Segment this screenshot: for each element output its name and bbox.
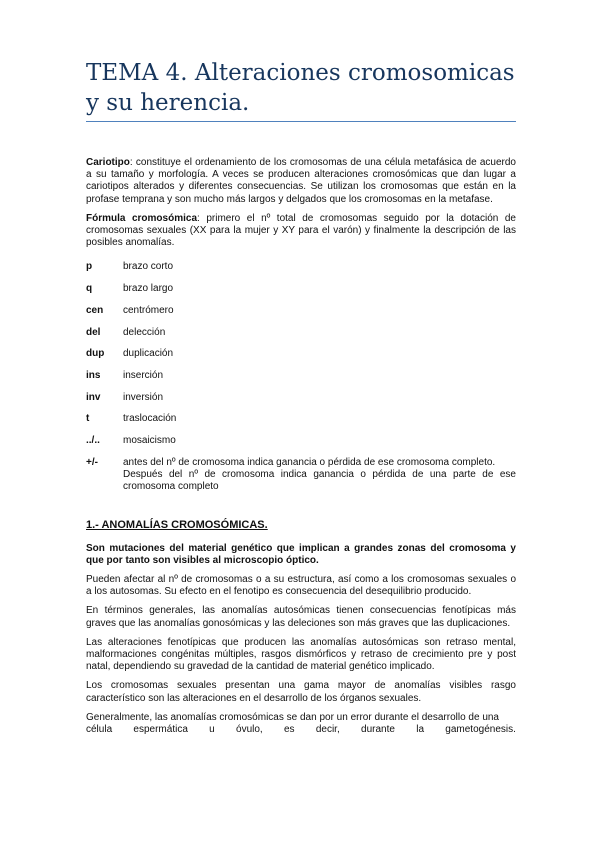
last-paragraph <box>86 712 516 736</box>
definition-key: p <box>86 261 93 273</box>
word: es <box>283 724 295 735</box>
plusminus-line-2: Después del nº de cromosoma indica ganancia o pérdida de una parte de ese cromosoma completo <box>123 468 516 493</box>
definition-value: traslocación <box>123 413 177 425</box>
definition-key: dup <box>86 348 105 360</box>
formula-paragraph <box>86 213 516 250</box>
definition-item <box>86 283 516 295</box>
definition-value: mosaicismo <box>123 435 176 447</box>
last-paragraph-line-1: Generalmente, las anomalías cromosómicas se dan por un error durante el desarrollo de una <box>86 711 499 723</box>
definition-item <box>86 413 516 425</box>
abbreviation-list <box>86 261 516 493</box>
definition-value: delección <box>123 326 166 338</box>
word: la <box>416 724 425 735</box>
definition-key: ins <box>86 369 101 381</box>
word: espermática <box>133 724 188 735</box>
definition-item <box>86 305 516 317</box>
last-paragraph-line-2 <box>86 724 516 736</box>
definition-item <box>86 392 516 404</box>
body-paragraph: Pueden afectar al nº de cromosomas o a su estructura, así como a los cromosomas sexuales o a los autosomas. Su efecto en el fenotipo es consecuencia del desequilibrio producido. <box>86 573 516 598</box>
definition-item <box>86 261 516 273</box>
cariotipo-text: : constituye el ordenamiento de los cromosomas de una célula metafásica de acuerdo a su tamaño y morfología. A veces se producen alteraciones cromosómicas que dan lugar a cariotipos alterados y diferentes consecuencias. Se utilizan los cromosomas que están en la profase temprana y son mucho más largos y delgados que los cromosomas en la metafase. <box>86 157 516 205</box>
definition-value: inserción <box>123 369 164 381</box>
cariotipo-paragraph <box>86 157 516 206</box>
document-body <box>86 157 516 736</box>
word: óvulo, <box>236 724 263 735</box>
title-underline-rule <box>86 121 516 122</box>
definition-item-plusminus <box>86 457 516 494</box>
definition-key: inv <box>86 391 101 403</box>
definition-value: centrómero <box>123 304 174 316</box>
definition-value: brazo largo <box>123 283 174 295</box>
body-paragraph: En términos generales, las anomalías autosómicas tienen consecuencias fenotípicas más graves que las anomalías gonosómicas y las deleciones son más graves que las duplicaciones. <box>86 605 516 629</box>
page-title: TEMA 4. Alteraciones cromosomicas y su herencia. <box>86 60 515 116</box>
body-paragraph: Los cromosomas sexuales presentan una gama mayor de anomalías visibles rasgo característico son las alteraciones en el desarrollo de los órganos sexuales. <box>86 680 516 704</box>
definition-item <box>86 327 516 339</box>
word: célula <box>86 724 113 735</box>
section-lead-paragraph: Son mutaciones del material genético que implican a grandes zonas del cromosoma y que por tanto son visibles al microscopio óptico. <box>86 542 516 566</box>
word: gametogénesis. <box>445 724 516 735</box>
definition-value: duplicación <box>123 348 174 360</box>
plusminus-line-1: antes del nº de cromosoma indica ganancia o pérdida de ese cromosoma completo. <box>123 456 496 468</box>
word: u <box>209 724 215 735</box>
formula-term: Fórmula cromosómica <box>86 212 198 224</box>
word: decir, <box>315 724 340 735</box>
cariotipo-term: Cariotipo <box>86 157 130 168</box>
definition-value <box>123 457 516 494</box>
definition-item <box>86 435 516 447</box>
definition-key: cen <box>86 304 104 316</box>
definition-key: del <box>86 326 101 338</box>
body-paragraph: Las alteraciones fenotípicas que producen las anomalías autosómicas son retraso mental, malformaciones congénitas múltiples, rasgos dismórficos y retraso de crecimiento pre y post natal, dependiendo su gravedad de la cantidad de material genético implicado. <box>86 636 516 673</box>
definition-key: ../.. <box>86 435 100 447</box>
definition-value: brazo corto <box>123 261 174 273</box>
section-heading: 1.- ANOMALÍAS CROMOSÓMICAS. <box>86 519 268 532</box>
definition-key: t <box>86 413 90 425</box>
definition-key: q <box>86 283 93 295</box>
definition-value: inversión <box>123 391 164 403</box>
word: durante <box>361 724 395 735</box>
definition-item <box>86 348 516 360</box>
definition-item <box>86 370 516 382</box>
definition-key: +/- <box>86 456 98 468</box>
formula-text: : primero el nº total de cromosomas seguido por la dotación de cromosomas sexuales (XX para la mujer y XY para el varón) y finalmente la descripción de las posibles anomalías. <box>86 212 516 249</box>
